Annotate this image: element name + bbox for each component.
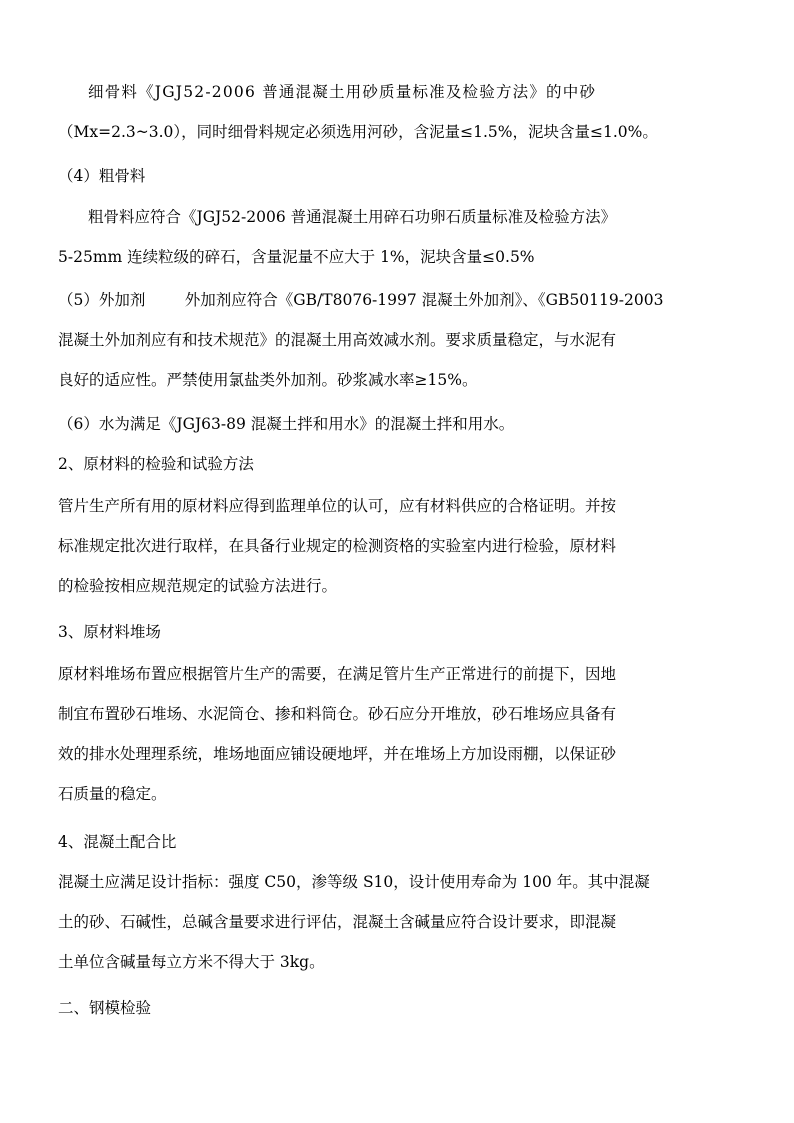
- section-4-body: [58, 872, 758, 972]
- text-line: 效的排水处理理系统，堆场地面应铺设硬地坪，并在堆场上方加设雨棚，以保证砂: [58, 745, 617, 763]
- text-line: 土单位含碱量每立方米不得大于 3kg。: [58, 953, 325, 971]
- text-line: 良好的适应性。严禁使用氯盐类外加剂。砂浆减水率≥15%。: [58, 371, 478, 389]
- text-line: 土的砂、石碱性，总碱含量要求进行评估，混凝土含碱量应符合设计要求，即混凝: [58, 913, 617, 931]
- text-line: 制宜布置砂石堆场、水泥筒仓、掺和料筒仓。砂石应分开堆放，砂石堆场应具备有: [58, 705, 617, 723]
- text-line: 5-25mm 连续粒级的碎石，含量泥量不应大于 1%，泥块含量≤0.5%: [58, 248, 535, 266]
- section-2-heading: [58, 454, 254, 474]
- text-line: （5）外加剂 外加剂应符合《GB/T8076-1997 混凝土外加剂》、《GB50119-2003: [58, 291, 664, 309]
- text-line: 的检验按相应规范规定的试验方法进行。: [58, 577, 338, 595]
- text-line: 管片生产所有用的原材料应得到监理单位的认可，应有材料供应的合格证明。并按: [58, 497, 617, 515]
- text-line: 3、原材料堆场: [58, 623, 161, 641]
- text-line: （Mx=2.3~3.0），同时细骨料规定必须选用河砂，含泥量≤1.5%，泥块含量≤1.0%。: [58, 123, 658, 141]
- text-line: 2、原材料的检验和试验方法: [58, 455, 254, 473]
- text-line: （4）粗骨料: [58, 167, 146, 185]
- paragraph-coarse-aggregate: [58, 207, 758, 267]
- section-4-heading: [58, 832, 176, 852]
- text-line: 细骨料《JGJ52-2006 普通混凝土用砂质量标准及检验方法》的中砂: [88, 83, 597, 101]
- section-3-body: [58, 664, 758, 804]
- text-line: 标准规定批次进行取样，在具备行业规定的检测资格的实验室内进行检验，原材料: [58, 537, 617, 555]
- text-line: 混凝土应满足设计指标：强度 C50，渗等级 S10，设计使用寿命为 100 年。其中混凝: [58, 873, 650, 891]
- paragraph-water: [58, 414, 514, 434]
- text-line: 二、钢模检验: [58, 999, 152, 1017]
- text-line: 石质量的稳定。: [58, 785, 167, 803]
- section-3-heading: [58, 622, 161, 642]
- text-line: 4、混凝土配合比: [58, 833, 177, 851]
- section-2-body: [58, 496, 758, 596]
- text-line: 原材料堆场布置应根据管片生产的需要，在满足管片生产正常进行的前提下，因地: [58, 665, 617, 683]
- text-line: （6）水为满足《JGJ63-89 混凝土拌和用水》的混凝土拌和用水。: [58, 415, 515, 433]
- chapter-2-heading: [58, 998, 151, 1018]
- paragraph-fine-aggregate: [58, 82, 758, 142]
- subheading-coarse-aggregate: [58, 166, 145, 186]
- text-line: 混凝土外加剂应有和技术规范》的混凝土用高效减水剂。要求质量稳定，与水泥有: [58, 331, 617, 349]
- text-line: 粗骨料应符合《JGJ52-2006 普通混凝土用碎石功卵石质量标准及检验方法》: [88, 208, 617, 226]
- paragraph-admixture: [58, 290, 758, 390]
